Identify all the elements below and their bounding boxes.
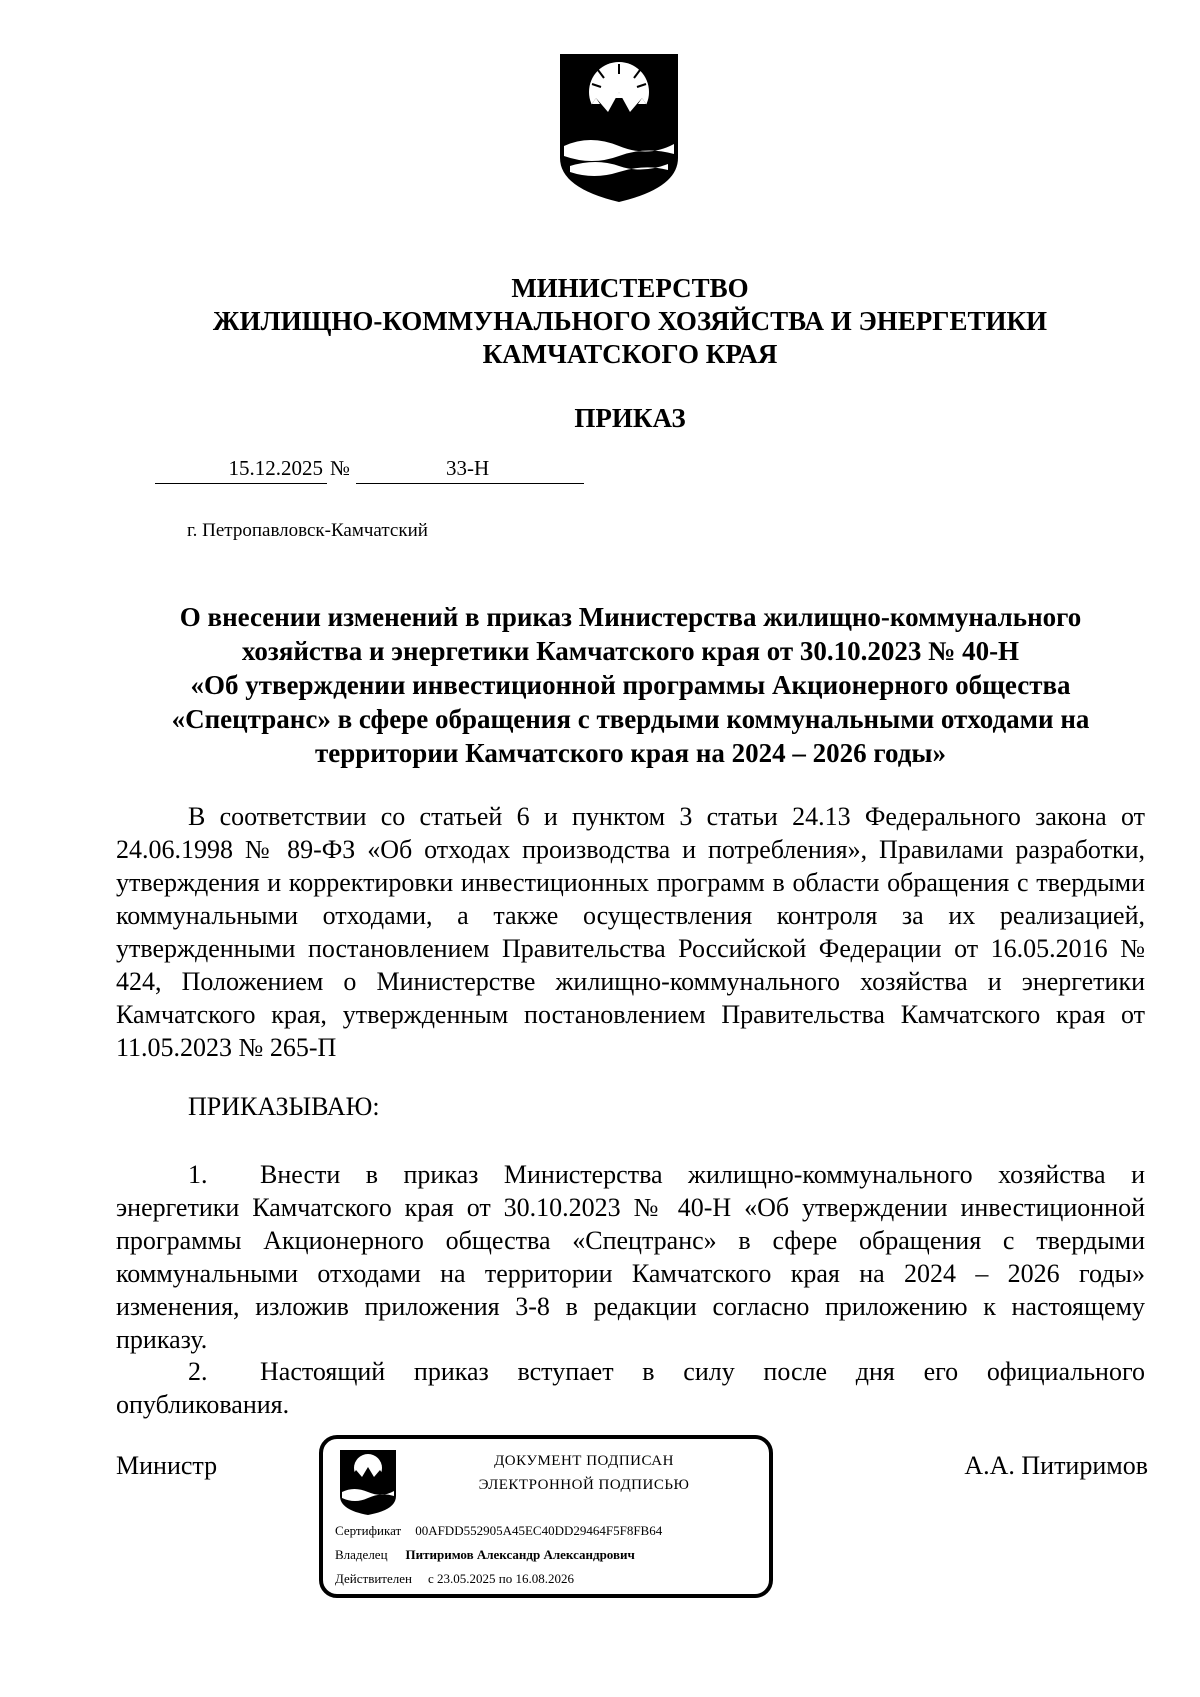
order-item [116, 1355, 1145, 1421]
stamp-title-line: ЭЛЕКТРОННОЙ ПОДПИСЬЮ [478, 1477, 690, 1493]
stamp-title-line: ДОКУМЕНТ ПОДПИСАН [494, 1453, 674, 1469]
subject-line: хозяйства и энергетики Камчатского края от 30.10.2023 № 40-Н [241, 636, 1020, 666]
document-date: 15.12.2025 [155, 456, 327, 484]
signatory-position: Министр [116, 1451, 218, 1480]
item-number: 2. [188, 1357, 208, 1386]
ministry-line: КАМЧАТСКОГО КРАЯ [482, 339, 778, 369]
certificate-label: Сертификат [335, 1523, 402, 1538]
stamp-title [419, 1449, 749, 1497]
document-type: ПРИКАЗ [574, 403, 686, 433]
certificate-value: 00AFDD552905A45EC40DD29464F5F8FB64 [415, 1523, 663, 1538]
item-number: 1. [188, 1160, 208, 1189]
item-text: Внести в приказ Министерства жилищно-коммунального хозяйства и энергетики Камчатского края от 30.10.2023 № 40-Н «Об утверждении инвестиционной программы Акционерного общества «Спецтранс» в сфере обращения с твердыми коммунальными отходами на территории Камчатского края на 2024 – 2026 годы» изменения, изложив приложения 3-8 в редакции согласно приложению к настоящему приказу. [116, 1160, 1145, 1354]
validity-row [335, 1571, 574, 1587]
ministry-line: ЖИЛИЩНО-КОММУНАЛЬНОГО ХОЗЯЙСТВА И ЭНЕРГЕТИКИ [212, 306, 1048, 336]
coat-of-arms-icon [338, 1448, 398, 1516]
ministry-name [0, 272, 1200, 371]
subject-line: территории Камчатского края на 2024 – 2026 годы» [315, 738, 946, 768]
ministry-line: МИНИСТЕРСТВО [511, 273, 749, 303]
document-subject [116, 600, 1145, 770]
coat-of-arms-emblem [556, 50, 682, 204]
validity-value: с 23.05.2025 по 16.08.2026 [427, 1571, 574, 1586]
item-text: Настоящий приказ вступает в силу после дня его официального опубликования. [116, 1357, 1145, 1419]
city: г. Петропавловск-Камчатский [187, 520, 428, 541]
signatory-name: А.А. Питиримов [964, 1451, 1148, 1480]
owner-row [335, 1547, 635, 1563]
order-word: ПРИКАЗЫВАЮ: [188, 1092, 380, 1121]
order-item [116, 1158, 1145, 1356]
subject-line: «Спецтранс» в сфере обращения с твердыми коммунальными отходами на [171, 704, 1090, 734]
subject-line: О внесении изменений в приказ Министерства жилищно-коммунального [179, 602, 1082, 632]
validity-label: Действителен [335, 1571, 412, 1586]
subject-line: «Об утверждении инвестиционной программы Акционерного общества [190, 670, 1071, 700]
owner-label: Владелец [335, 1547, 388, 1562]
preamble-paragraph: В соответствии со статьей 6 и пунктом 3 статьи 24.13 Федерального закона от 24.06.1998 № 89-ФЗ «Об отходах производства и потребления», Правилами разработки, утверждения и корректировки инвестиционных программ в области обращения с твердыми коммунальными отходами, а также осуществления контроля за их реализацией, утвержденными постановлением Правительства Российской Федерации от 16.05.2016 № 424, Положением о Министерстве жилищно-коммунального хозяйства и энергетики Камчатского края, утвержденным постановлением Правительства Камчатского края от 11.05.2023 № 265-П [116, 802, 1145, 1062]
document-number: 33-Н [356, 456, 584, 484]
owner-value: Питиримов Александр Александрович [405, 1547, 635, 1562]
number-sign: № [330, 456, 351, 480]
electronic-signature-stamp [319, 1435, 773, 1598]
certificate-row [335, 1523, 662, 1539]
